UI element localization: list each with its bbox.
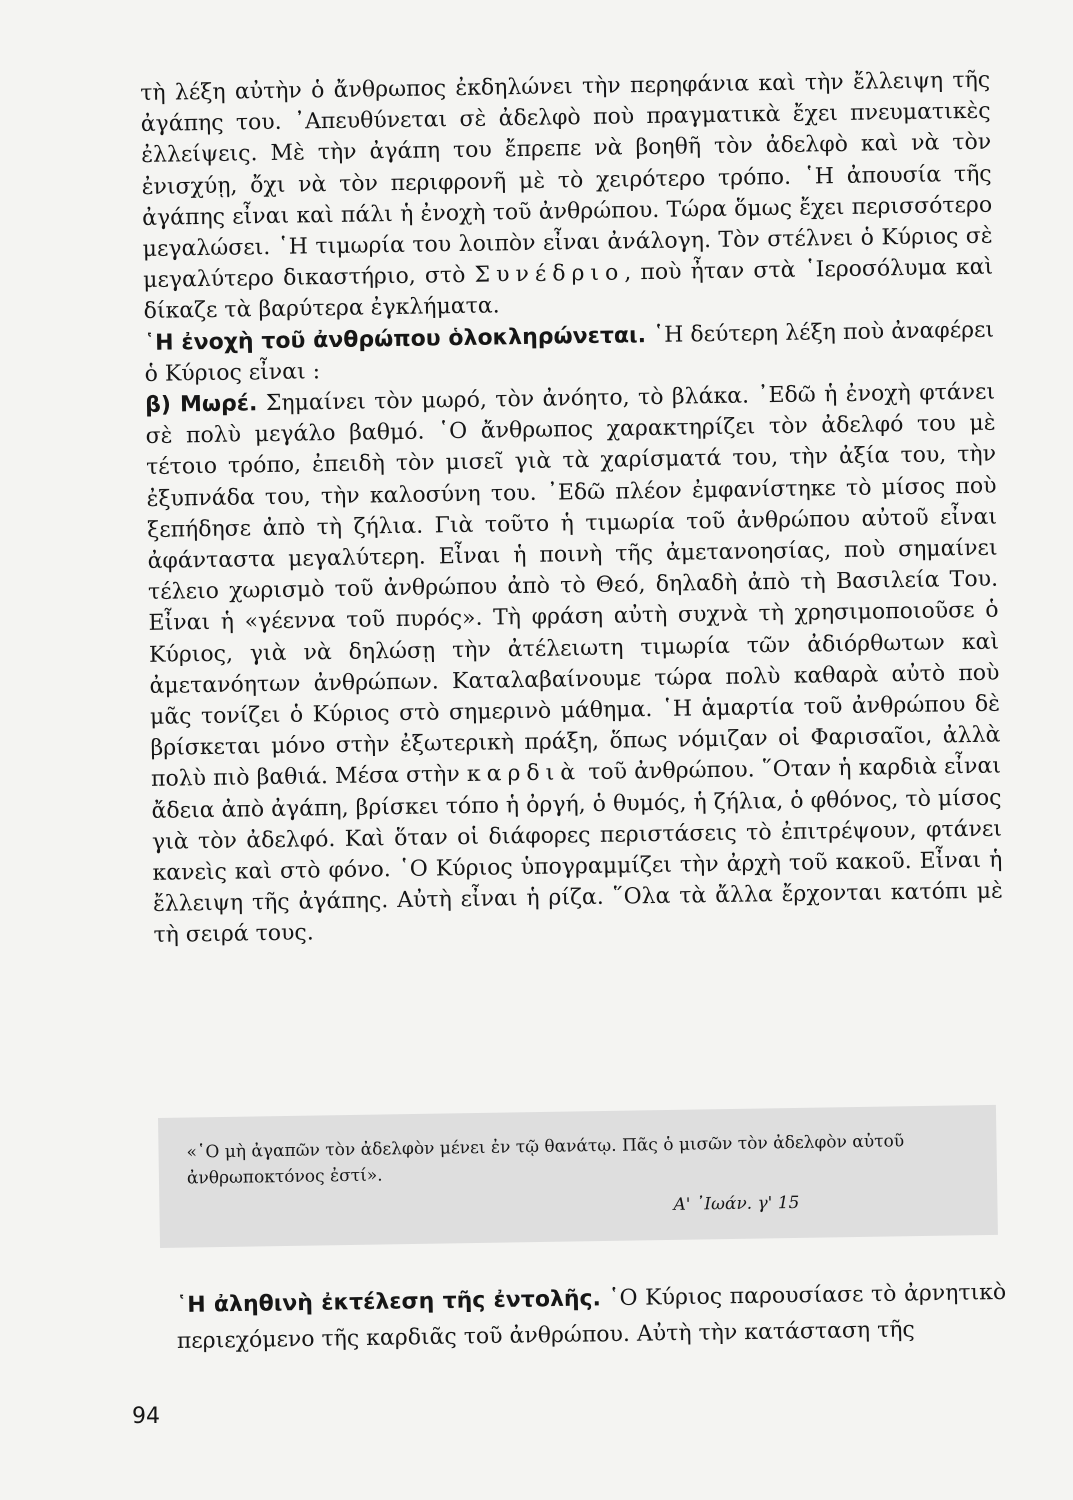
kardia-word: καρδιὰ — [466, 760, 582, 788]
section-heading-guilt: ῾Η ἐνοχὴ τοῦ ἀνθρώπου ὁλοκληρώνεται. — [143, 322, 647, 356]
main-text — [140, 65, 1004, 952]
section-guilt-text: ῾Η δεύτερη λέξη ποὺ ἀναφέρει ὁ Κύριος εἶναι : — [144, 317, 995, 387]
page-number: 94 — [132, 1404, 160, 1429]
section-more-text: Σημαίνει τὸν μωρό, τὸν ἀνόητο, τὸ βλάκα. ᾿Εδῶ ἡ ἐνοχὴ φτάνει σὲ πολὺ μεγάλο βαθμό. ῾Ο ἄνθρωπος χαρακτηρίζει τὸν ἀδελφό του μὲ τέτοιο τρόπο, ἐπειδὴ τὸν μισεῖ γιὰ τὰ χαρίσματά του, τὴν ἀξία του, τὴν ἐξυπνάδα του, τὴν καλοσύνη του. ᾿Εδῶ πλέον ἐμφανίστηκε τὸ μίσος ποὺ ξεπήδησε ἀπὸ τὴ ζήλια. Γιὰ τοῦτο ἡ τιμωρία τοῦ ἀνθρώπου αὐτοῦ εἶναι ἀφάνταστα μεγαλύτερη. Εἶναι ἡ ποινὴ τῆς ἀμετανοησίας, ποὺ σημαίνει τέλειο χωρισμὸ τοῦ ἀνθρώπου ἀπὸ τὸ Θεό, δηλαδὴ ἀπὸ τὴ Βασιλεία Του. Εἶναι ἡ «γέεννα τοῦ πυρός». Τὴ φράση αὐτὴ συχνὰ τὴ χρησιμοποιοῦσε ὁ Κύριος, γιὰ νὰ δηλώσῃ τὴν ἀτέλειωτη τιμωρία τῶν ἀδιόρθωτων καὶ ἀμετανόητων ἀνθρώπων. Καταλαβαίνουμε τώρα πολὺ καθαρὰ αὐτὸ ποὺ μᾶς τονίζει ὁ Κύριος στὸ σημερινὸ μάθημα. ῾Η ἁμαρτία τοῦ ἀνθρώπου δὲ βρίσκεται μόνο στὴν ἐξωτερικὴ πράξη, ὅπως νόμιζαν οἱ Φαρισαῖοι, ἀλλὰ πολὺ πιὸ βαθιά. Μέσα στὴν — [145, 379, 1001, 793]
section-more-tail: τοῦ ἀνθρώπου. ῞Οταν ἡ καρδιὰ εἶναι ἄδεια ἀπὸ ἀγάπη, βρίσκει τόπο ἡ ὀργή, ὁ θυμός, ἡ ζήλια, ὁ φθόνος, τὸ μίσος γιὰ τὸν ἀδελφό. Καὶ ὅταν οἱ διάφορες περιστάσεις τὸ ἐπιτρέψουν, φτάνει κανεὶς καὶ στὸ φόνο. ῾Ο Κύριος ὑπογραμμίζει τὴν ἀρχὴ τοῦ κακοῦ. Εἶναι ἡ ἔλλειψη τῆς ἀγάπης. Αὐτὴ εἶναι ἡ ρίζα. ῞Ολα τὰ ἄλλα ἔρχονται κατόπι μὲ τὴ σειρά τους. — [151, 754, 1004, 949]
synedrio-tail: , ποὺ ἦταν στὰ ῾Ιεροσόλυμα καὶ δίκαζε τὰ βαρύτερα ἐγκλήματα. — [143, 254, 994, 325]
paragraph-anger-text: τὴ λέξη αὐτὴν ὁ ἄνθρωπος ἐκδηλώνει τὴν περηφάνια καὶ τὴν ἔλλειψη τῆς ἀγάπης του. ᾿Απευθύνεται σὲ ἀδελφὸ ποὺ πραγματικὰ ἔχει πνευματικὲς ἐλλείψεις. Μὲ τὴν ἀγάπη του ἔπρεπε νὰ βοηθῆ τὸν ἀδελφὸ καὶ νὰ τὸν ἐνισχύῃ, ὄχι νὰ τὸν περιφρονῆ μὲ τὸ χειρότερο τρόπο. ῾Η ἀπουσία τῆς ἀγάπης εἶναι καὶ πάλι ἡ ἐνοχὴ τοῦ ἀνθρώπου. Τώρα ὅμως ἔχει περισσότερο μεγαλώσει. ῾Η τιμωρία του λοιπὸν εἶναι ἀνάλογη. Τὸν στέλνει ὁ Κύριος σὲ μεγαλύτερο δικαστήριο, στὸ — [140, 67, 993, 294]
section-heading-more: β) Μωρέ. — [144, 391, 258, 418]
closing-paragraph-text: ῾Ο Κύριος παρουσίασε τὸ ἀρνητικὸ περιεχόμενο τῆς καρδιᾶς τοῦ ἀνθρώπου. Αὐτὴ τὴν κατάσταση τῆς — [176, 1279, 1007, 1354]
quote-reference: Α' ᾿Ιωάν. γ' 15 — [673, 1192, 800, 1215]
synedrio-word: Συνέδριο — [474, 260, 625, 288]
scripture-quote-box — [158, 1105, 998, 1248]
paragraph-more — [145, 377, 1004, 952]
closing-paragraph — [176, 1275, 1007, 1360]
quote-text: «῾Ο μὴ ἀγαπῶν τὸν ἀδελφὸν μένει ἐν τῷ θανάτῳ. Πᾶς ὁ μισῶν τὸν ἀδελφὸν αὐτοῦ ἀνθρωποκτόνος ἐστί». — [186, 1131, 905, 1189]
section-heading-true-fulfillment: ῾Η ἀληθινὴ ἐκτέλεση τῆς ἐντολῆς. — [176, 1286, 602, 1318]
paragraph-anger — [140, 65, 994, 328]
